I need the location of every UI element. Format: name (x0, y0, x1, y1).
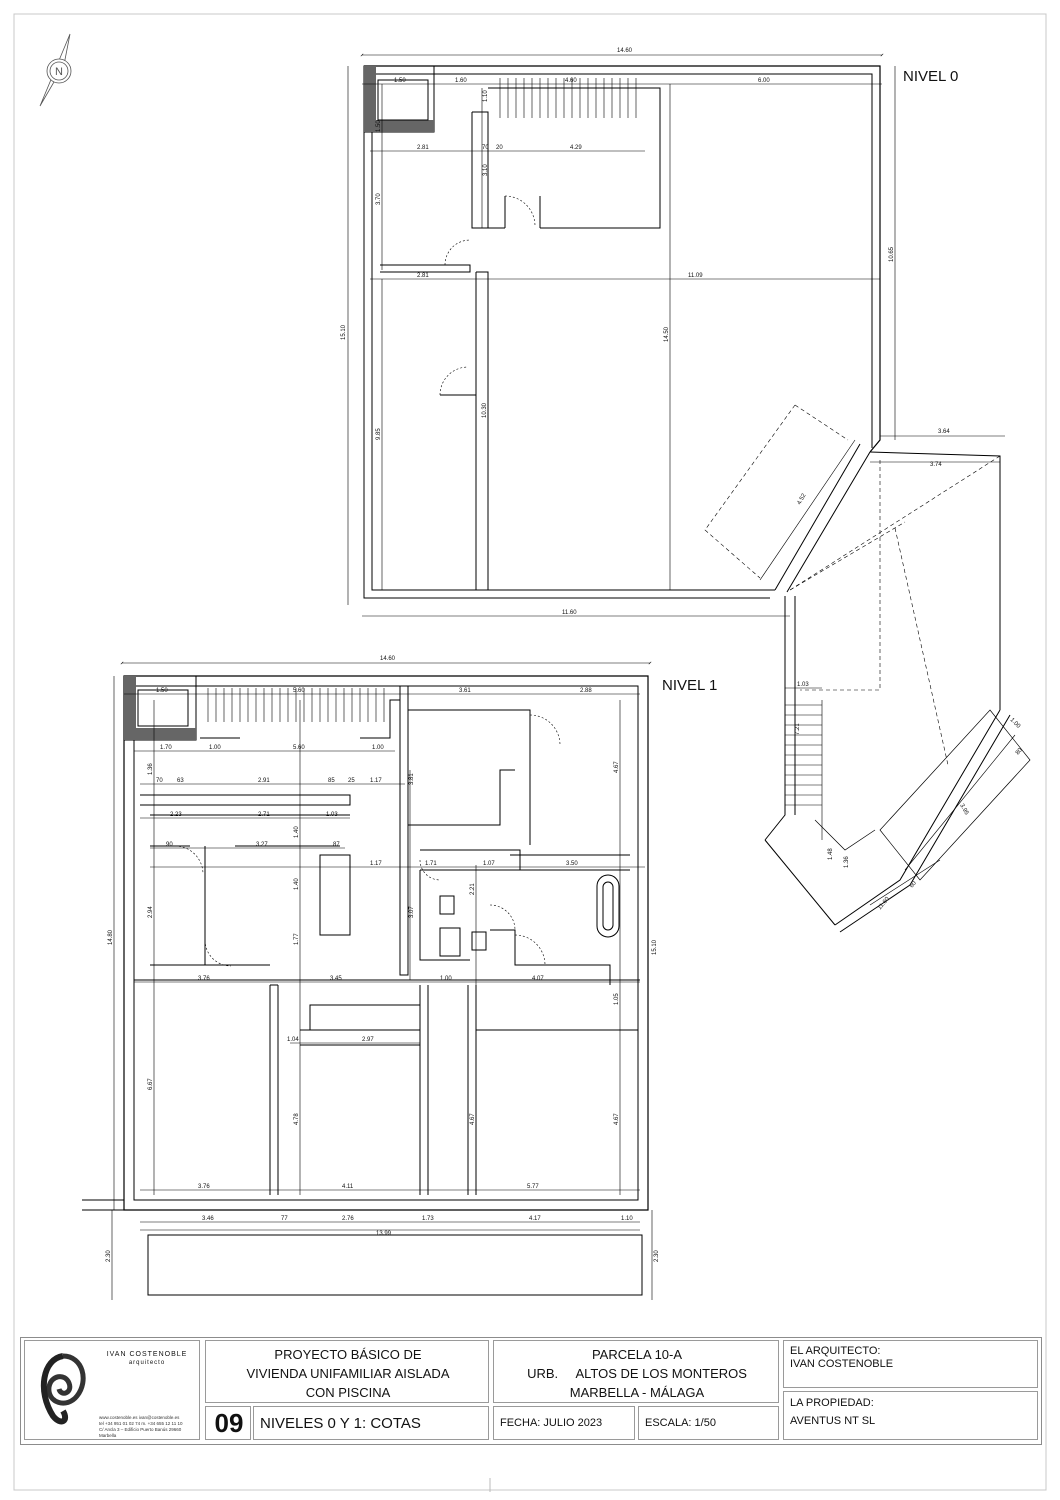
dim-text: 7.21 (795, 723, 801, 735)
site-line: URB. ALTOS DE LOS MONTEROS (527, 1366, 747, 1381)
dim-text: 3.81 (409, 773, 415, 785)
dim-text: 3.64 (938, 429, 950, 435)
dim-text: 1.36 (148, 763, 154, 775)
dim-text: 4.07 (532, 976, 544, 982)
dim-text: 15.10 (652, 939, 658, 955)
dim-text: 3.27 (256, 842, 268, 848)
level-1-plan (82, 676, 648, 1295)
dim-text: 11.60 (876, 896, 891, 912)
dim-text: 1.00 (440, 976, 452, 982)
dim-text: 10.65 (889, 246, 895, 262)
dim-text: 14.50 (664, 326, 670, 342)
dim-text: 3.50 (566, 861, 578, 867)
architect-label: EL ARQUITECTO: (790, 1345, 881, 1357)
dim-text: 1.73 (422, 1216, 434, 1222)
dim-text: 1.00 (209, 745, 221, 751)
site-line: MARBELLA - MÁLAGA (569, 1385, 705, 1400)
dim-text: 3.95 (958, 803, 970, 817)
owner-panel (783, 1391, 1038, 1440)
dim-text: 4.67 (470, 1113, 476, 1125)
dim-text: 4.52 (796, 492, 808, 506)
architect-name: IVAN COSTENOBLE (790, 1358, 894, 1370)
sheet-title-box (253, 1406, 489, 1440)
dim-text: 1.77 (294, 933, 300, 945)
dim-text: 2.91 (258, 778, 270, 784)
dim-text: 2.30 (106, 1250, 112, 1262)
firm-contact: C/ Ancla 3 – Edificio Puerto Banús 29660 Marbella (99, 1427, 182, 1438)
scale-box (638, 1406, 779, 1440)
dim-text: 2.21 (470, 883, 476, 895)
dim-text: 20 (496, 145, 503, 151)
dim-text: 85 (328, 778, 335, 784)
architect-panel (783, 1340, 1038, 1388)
dim-text: 4.67 (614, 761, 620, 773)
dim-text: 70 (482, 145, 489, 151)
dim-text: 2.76 (342, 1216, 354, 1222)
level-0-label: NIVEL 0 (903, 68, 959, 85)
north-arrow-icon (40, 34, 71, 106)
dim-text: 3.76 (198, 1184, 210, 1190)
project-title-line: VIVIENDA UNIFAMILIAR AISLADA (246, 1366, 450, 1381)
dim-text: 1.05 (614, 993, 620, 1005)
project-title-line: CON PISCINA (305, 1385, 391, 1400)
level-1-dimension-texts (106, 656, 660, 1262)
dim-text: 63 (177, 778, 184, 784)
dim-text: 14.60 (380, 656, 396, 662)
dim-text: 3.61 (459, 688, 471, 694)
dim-text: 1.48 (828, 848, 834, 860)
dim-text: 5.77 (527, 1184, 539, 1190)
dim-text: 13.99 (376, 1231, 392, 1237)
dim-text: 2.81 (417, 273, 429, 279)
dim-text: 2.71 (258, 812, 270, 818)
dim-text: 60 (908, 880, 918, 890)
dim-text: 2.30 (654, 1250, 660, 1262)
dim-text: 3.74 (930, 462, 942, 468)
dim-text: 1.50 (156, 688, 168, 694)
firm-name: IVAN COSTENOBLE (106, 1351, 188, 1358)
dim-text: 14.60 (617, 48, 633, 54)
dim-text: 4.78 (294, 1113, 300, 1125)
dim-text: 4.11 (342, 1184, 354, 1190)
dim-text: 2.88 (580, 688, 592, 694)
site-panel (493, 1340, 779, 1403)
dim-text: 87 (333, 842, 340, 848)
site-line: PARCELA 10-A (591, 1347, 683, 1362)
dim-text: 1.50 (394, 78, 406, 84)
dim-text: 25 (348, 778, 355, 784)
dim-text: 1.40 (294, 826, 300, 838)
dim-text: 14.80 (108, 929, 114, 945)
sheet-number: 09 (214, 1408, 244, 1438)
dim-text: 5.60 (293, 688, 305, 694)
dim-text: 4.60 (565, 78, 577, 84)
dim-text: 6.67 (148, 1078, 154, 1090)
dim-text: 4.17 (529, 1216, 541, 1222)
date-label: FECHA: JULIO 2023 (500, 1417, 603, 1429)
date-box (493, 1406, 635, 1440)
dim-text: 1.50 (376, 120, 382, 132)
scale-label: ESCALA: 1/50 (645, 1417, 716, 1429)
logo-panel (24, 1340, 200, 1440)
dim-text: 2.94 (148, 906, 154, 918)
dim-text: 3.70 (376, 193, 382, 205)
firm-contact: tel +34 951 01 02 74 m. +34 655 12 11 10 (99, 1421, 183, 1426)
dim-text: 80 (1014, 747, 1024, 757)
level-0-dimension-texts (341, 48, 1024, 911)
owner-label: LA PROPIEDAD: (790, 1397, 874, 1409)
sheet-title: NIVELES 0 Y 1: COTAS (260, 1415, 421, 1432)
dim-text: 1.17 (370, 778, 382, 784)
dim-text: 3.76 (198, 976, 210, 982)
dim-text: 1.60 (455, 78, 467, 84)
dim-text: 9.85 (376, 428, 382, 440)
dim-text: 2.23 (170, 812, 182, 818)
dim-text: 3.46 (202, 1216, 214, 1222)
dim-text: 90 (166, 842, 173, 848)
dim-text: 1.03 (797, 682, 809, 688)
dim-text: 70 (156, 778, 163, 784)
level-0-dimension-lines (348, 55, 1015, 905)
sheet-number-box (205, 1406, 251, 1440)
project-panel (205, 1340, 489, 1403)
project-title-line: PROYECTO BÁSICO DE (274, 1347, 422, 1362)
dim-text: 1.36 (844, 856, 850, 868)
firm-contact: www.costenoble.es ivan@costenoble.es (99, 1415, 180, 1420)
dim-text: 1.00 (1008, 717, 1022, 730)
dim-text: 1.10 (621, 1216, 633, 1222)
dim-text: 1.10 (483, 90, 489, 102)
dim-text: 1.07 (483, 861, 495, 867)
dim-text: 11.09 (688, 273, 703, 279)
dim-text: 5.60 (293, 745, 305, 751)
firm-subtitle: arquitecto (128, 1360, 166, 1366)
dim-text: 1.40 (294, 878, 300, 890)
level-0-plan (364, 66, 1030, 932)
dim-text: 2.81 (417, 145, 429, 151)
level-1-dimension-lines (112, 663, 652, 1300)
level-1-label: NIVEL 1 (662, 677, 718, 694)
dim-text: 3.45 (330, 976, 342, 982)
dim-text: 4.29 (570, 145, 582, 151)
nautilus-logo-icon (33, 1351, 93, 1431)
dim-text: 1.04 (287, 1037, 299, 1043)
dim-text: 15.10 (341, 324, 347, 340)
dim-text: 77 (281, 1216, 288, 1222)
dim-text: 10.30 (482, 402, 488, 418)
dim-text: 3.07 (409, 906, 415, 918)
owner-name: AVENTUS NT SL (790, 1415, 876, 1427)
dim-text: 1.17 (370, 861, 382, 867)
north-letter: N (55, 66, 63, 78)
dim-text: 1.71 (425, 861, 437, 867)
dim-text: 6.00 (758, 78, 770, 84)
dim-text: 4.67 (614, 1113, 620, 1125)
dim-text: 3.10 (483, 164, 489, 176)
dim-text: 11.60 (562, 610, 577, 616)
dim-text: 2.97 (362, 1037, 374, 1043)
dim-text: 1.03 (326, 812, 338, 818)
dim-text: 1.00 (372, 745, 384, 751)
dim-text: 1.70 (160, 745, 172, 751)
